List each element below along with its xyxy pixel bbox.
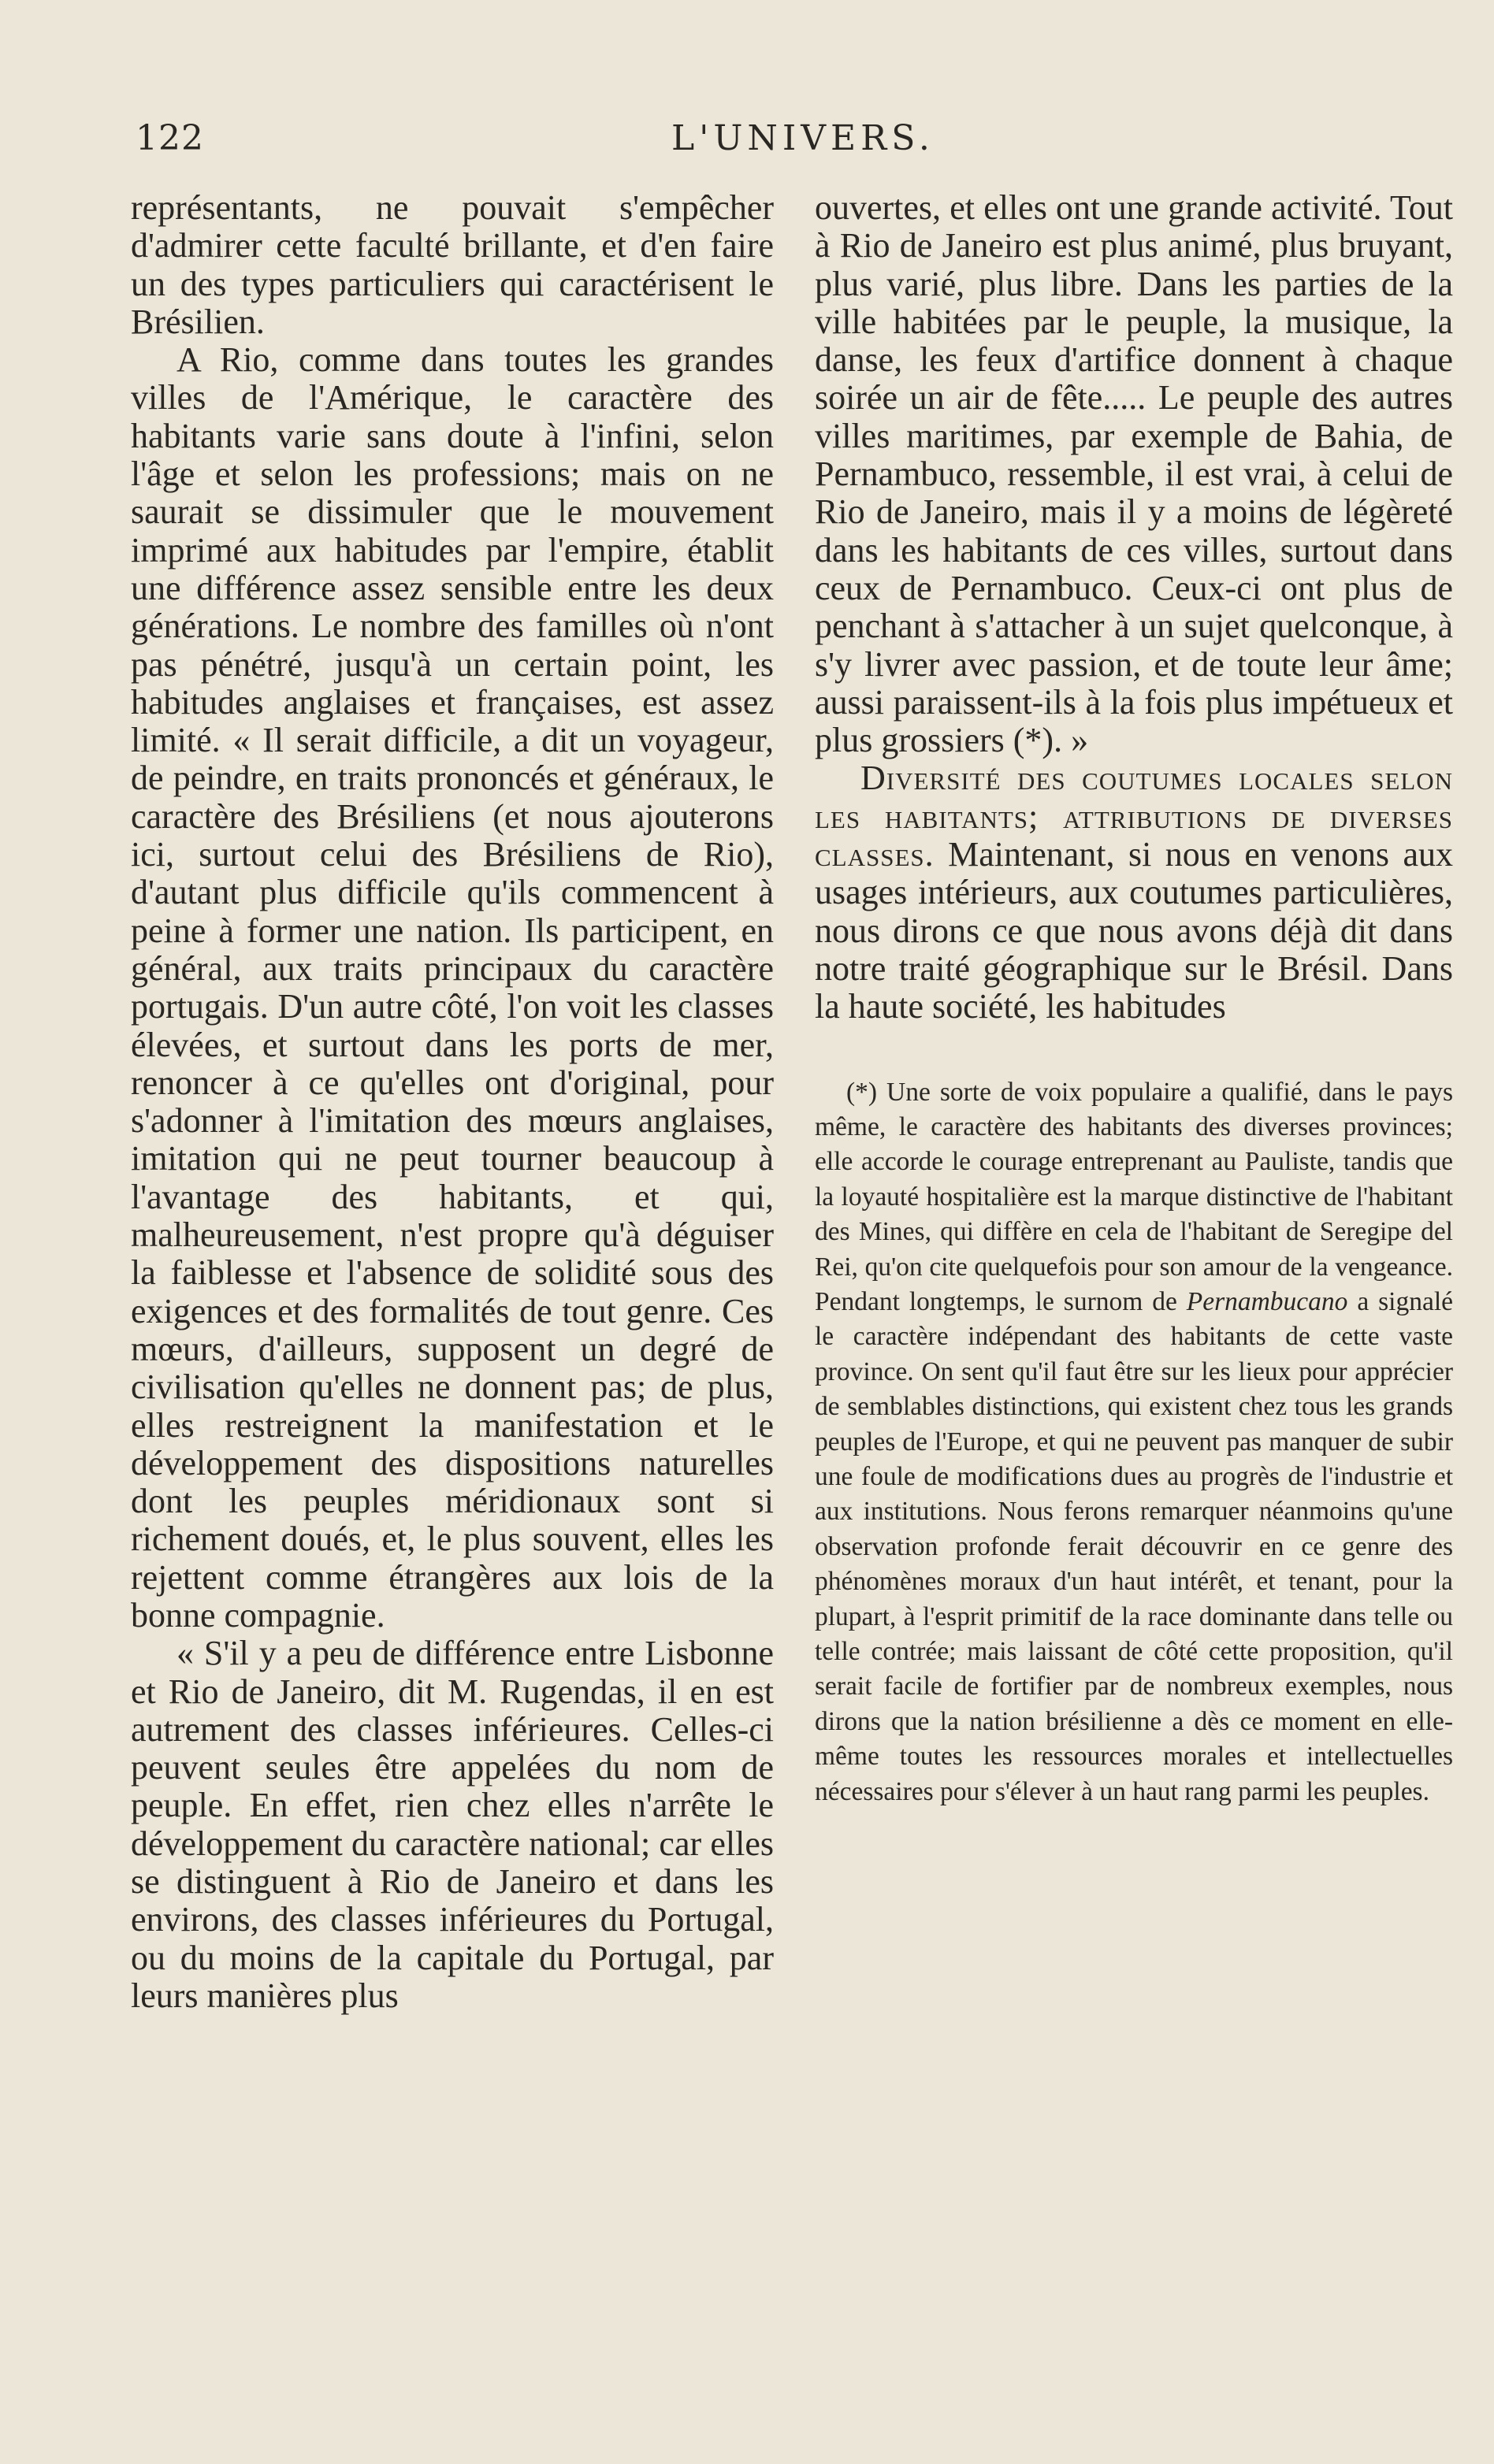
paragraph: ouvertes, et elles ont une grande activité. Tout à Rio de Janeiro est plus animé, plus bruyant, plus varié, plus libre. Dans les parties de la ville habitées par le peuple, la musique, la danse, les feux d'artifice donnent à chaque soirée un air de fête..... Le peuple des autres villes maritimes, par exemple de Bahia, de Pernambuco, ressemble, il est vrai, à celui de Rio de Janeiro, mais il y a moins de légèreté dans les habitants de ces villes, surtout dans ceux de Pernambuco. Ceux-ci ont plus de penchant à s'attacher à un sujet quelconque, à s'y livrer avec passion, et de toute leur âme; aussi paraissent-ils à la fois plus impétueux et plus grossiers (*). » xyxy=(815,188,1453,760)
right-column xyxy=(815,189,1453,1809)
paragraph: représentants, ne pouvait s'empêcher d'admirer cette faculté brillante, et d'en faire un des types particuliers qui caractérisent le Brésilien. xyxy=(131,188,774,341)
paragraph: « S'il y a peu de différence entre Lisbonne et Rio de Janeiro, dit M. Rugendas, il en est autrement des classes inférieures. Celles-ci peuvent seules être appelées du nom de peuple. En effet, rien chez elles n'arrête le développement du caractère national; car elles se distinguent à Rio de Janeiro et dans les environs, des classes inférieures du Portugal, ou du moins de la capitale du Portugal, par leurs manières plus xyxy=(131,1634,774,2015)
section-paragraph xyxy=(815,759,1453,1026)
section-heading: Diversité des coutumes locales selon les habitants; attributions de diverses classes. xyxy=(815,759,1453,874)
footnote xyxy=(815,1075,1453,1810)
page-header xyxy=(136,118,1450,173)
footnote-emphasis: Pernambucano xyxy=(1186,1286,1348,1316)
footnote-text: (*) Une sorte de voix populaire a qualifié, dans le pays même, le caractère des habitants des diverses provinces; elle accorde le courage entreprenant au Pauliste, tandis que la loyauté hospitalière est la marque distinctive de l'habitant des Mines, qui diffère en cela de l'habitant de Seregipe del Rei, qu'on cite quelquefois pour son amour de la vengeance. Pendant longtemps, le surnom de xyxy=(815,1077,1453,1316)
page-number: 122 xyxy=(136,118,204,158)
footnote-text: a signalé le caractère indépendant des habitants de cette vaste province. On sent qu'il faut être sur les lieux pour apprécier de semblables distinctions, qui existent chez tous les grands peuples de l'Europe, et qui ne peuvent pas manquer de subir une foule de modifications dues au progrès de l'industrie et aux institutions. Nous ferons remarquer néanmoins qu'une observation profonde ferait découvrir en ce genre des phénomènes moraux d'un haut intérêt, et tenant, pour la plupart, à l'esprit primitif de la race dominante dans telle ou telle contrée; mais laissant de côté cette proposition, qu'il serait facile de fortifier par de nombreux exemples, nous dirons que la nation brésilienne a dès ce moment en elle-même toutes les ressources morales et intellectuelles nécessaires pour s'élever à un haut rang parmi les peuples. xyxy=(815,1286,1454,1806)
section-text: Maintenant, si nous en venons aux usages intérieurs, aux coutumes particulières, nous dirons ce que nous avons déjà dit dans notre traité géographique sur le Brésil. Dans la haute société, les habitudes xyxy=(815,835,1453,1026)
left-column xyxy=(131,189,774,2015)
running-title: L'UNIVERS. xyxy=(671,118,935,158)
paragraph: A Rio, comme dans toutes les grandes villes de l'Amérique, le caractère des habitants varie sans doute à l'infini, selon l'âge et selon les professions; mais on ne saurait se dissimuler que le mouvement imprimé aux habitudes par l'empire, établit une différence assez sensible entre les deux générations. Le nombre des familles où n'ont pas pénétré, jusqu'à un certain point, les habitudes anglaises et françaises, est assez limité. « Il serait difficile, a dit un voyageur, de peindre, en traits prononcés et généraux, le caractère des Brésiliens (et nous ajouterons ici, surtout celui des Brésiliens de Rio), d'autant plus difficile qu'ils commencent à peine à former une nation. Ils participent, en général, aux traits principaux du caractère portugais. D'un autre côté, l'on voit les classes élevées, et surtout dans les ports de mer, renoncer à ce qu'elles ont d'original, pour s'adonner à l'imitation des mœurs anglaises, imitation qui ne peut tourner beaucoup à l'avantage des habitants, et qui, malheureusement, n'est propre qu'à déguiser la faiblesse et l'absence de solidité sous des exigences et des formalités de tout genre. Ces mœurs, d'ailleurs, supposent un degré de civilisation qu'elles ne donnent pas; de plus, elles restreignent la manifestation et le développement des dispositions naturelles dont les peuples méridionaux sont si richement doués, et, le plus souvent, elles les rejettent comme étrangères aux lois de la bonne compagnie. xyxy=(131,340,774,1635)
